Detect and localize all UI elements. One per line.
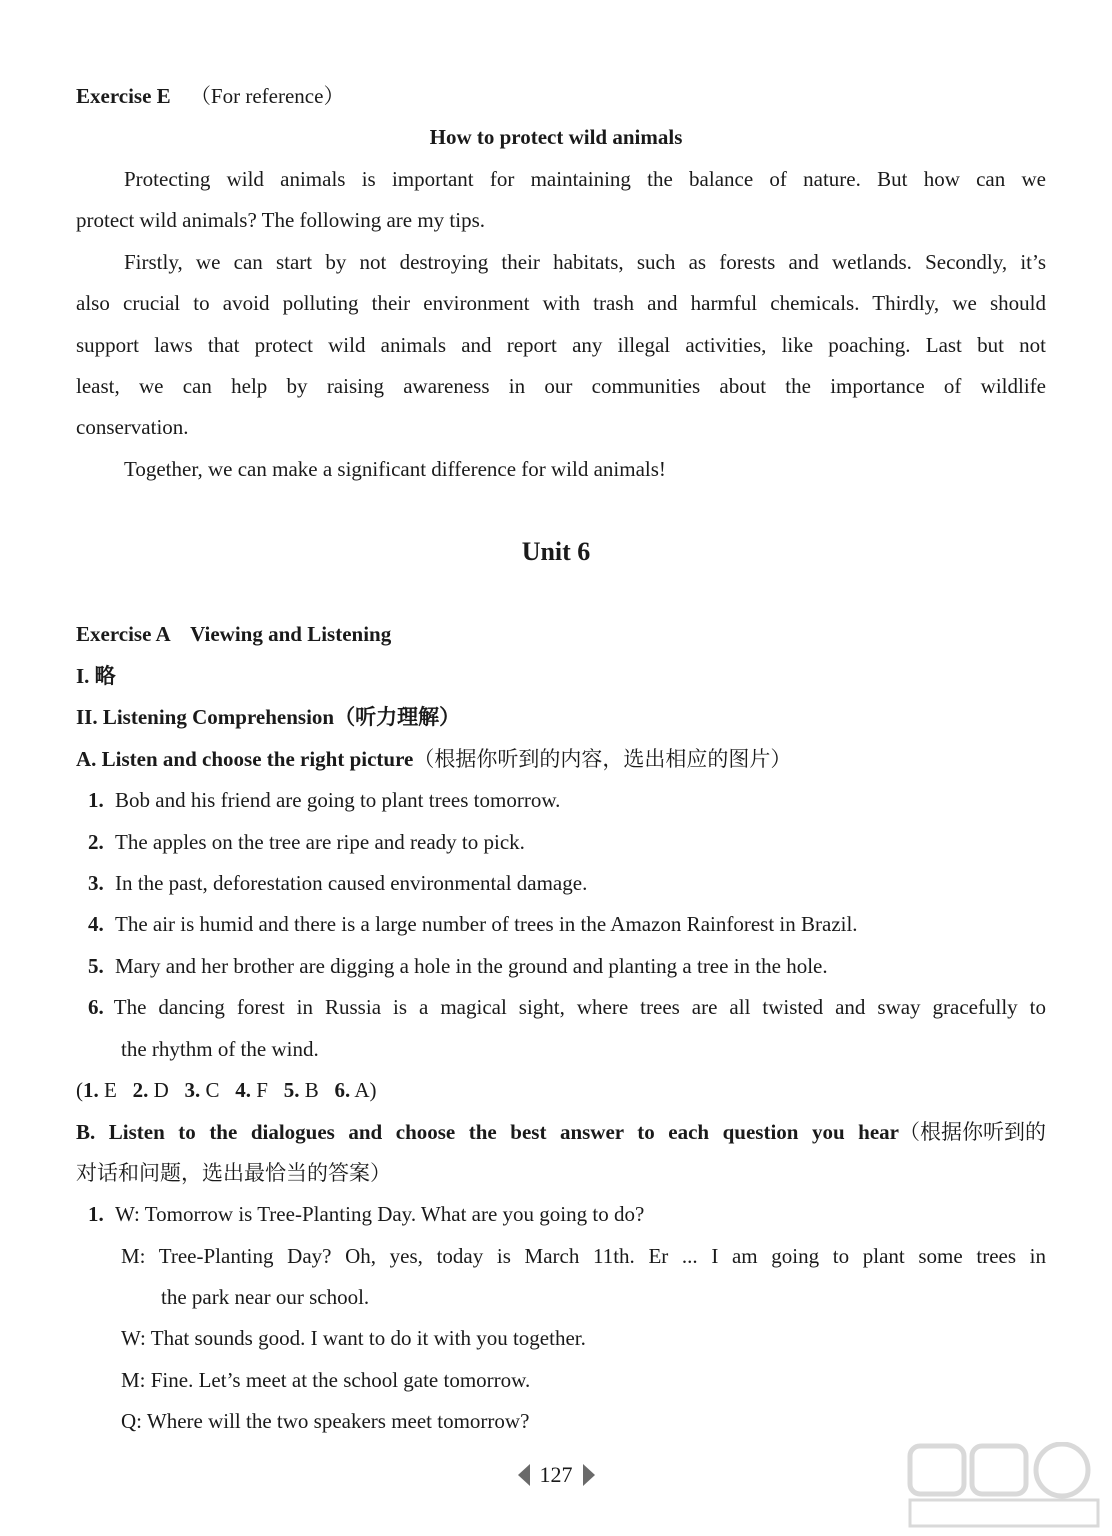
essay-p2-line1: Firstly, we can start by not destroying their habitats, such as forests and wetlands. Secondly, it’s [124, 250, 1046, 274]
dialogue-line: the park near our school. [161, 1285, 370, 1309]
list-item [88, 828, 525, 856]
list-item [88, 993, 1046, 1021]
list-item [88, 952, 828, 980]
dialogue-line: Q: Where will the two speakers meet tomorrow? [121, 1409, 530, 1433]
item-text: The air is humid and there is a large number of trees in the Amazon Rainforest in Brazil. [115, 912, 858, 936]
unit-title: Unit 6 [521, 537, 591, 566]
essay-title: How to protect wild animals [429, 125, 683, 149]
part-two-title: II. Listening Comprehension（听力理解） [76, 705, 461, 729]
answer-number: 3. [184, 1078, 201, 1102]
answer-key: (1. E 2. D 3. C 4. F 5. B 6. A) [76, 1078, 377, 1102]
section-b-instruction-cont: 对话和问题，选出最恰当的答案） [76, 1161, 391, 1185]
essay-p2-line3: support laws that protect wild animals and report any illegal activities, like poaching. Last but not [76, 333, 1046, 357]
exercise-a-title: Exercise A Viewing and Listening [76, 622, 392, 646]
answer-letter: E [104, 1078, 117, 1102]
dialogue-number: 1. [88, 1202, 104, 1226]
list-item [88, 869, 587, 897]
list-item [88, 910, 858, 938]
triangle-left-icon [518, 1464, 530, 1486]
exercise-e-note: （For reference） [189, 84, 345, 108]
page-number: 127 [539, 1462, 573, 1487]
section-a-heading [76, 745, 791, 773]
answer-letter: C [205, 1078, 220, 1102]
exercise-e-heading [76, 82, 344, 110]
item-text: Bob and his friend are going to plant trees tomorrow. [115, 788, 561, 812]
dialogue-line: M: Fine. Let’s meet at the school gate tomorrow. [121, 1368, 531, 1392]
item-number: 5. [88, 954, 104, 978]
answer-letter: A [354, 1078, 370, 1102]
essay-p1-line1: Protecting wild animals is important for maintaining the balance of nature. But how can we [124, 167, 1046, 191]
essay-p1-line2: protect wild animals? The following are my tips. [76, 208, 486, 232]
section-b-title: B. Listen to the dialogues and choose the best answer to each question you hear [76, 1120, 899, 1144]
item-number: 1. [88, 788, 104, 812]
essay-p2-line4: least, we can help by raising awareness in our communities about the importance of wildlife [76, 374, 1046, 398]
section-b-heading [76, 1118, 1046, 1146]
section-a-title: A. Listen and choose the right picture [76, 747, 414, 771]
dialogue-line: M: Tree-Planting Day? Oh, yes, today is March 11th. Er ... I am going to plant some trees in [121, 1244, 1046, 1268]
item-text: Mary and her brother are digging a hole in the ground and planting a tree in the hole. [115, 954, 828, 978]
answer-letter: B [304, 1078, 319, 1102]
answer-number: 6. [334, 1078, 351, 1102]
essay-p3-line1: Together, we can make a significant difference for wild animals! [124, 457, 666, 481]
essay-p2-line2: also crucial to avoid polluting their environment with trash and harmful chemicals. Thirdly, we should [76, 291, 1046, 315]
dialogue-line: W: That sounds good. I want to do it with you together. [121, 1326, 586, 1350]
answer-number: 5. [283, 1078, 300, 1102]
part-one: I. 略 [76, 664, 116, 688]
item-number: 3. [88, 871, 104, 895]
watermark-logo [904, 1442, 1104, 1532]
item-text: In the past, deforestation caused environmental damage. [115, 871, 588, 895]
item-text: The apples on the tree are ripe and ready to pick. [115, 830, 525, 854]
essay-p2-line5: conservation. [76, 415, 189, 439]
item-6-continuation: the rhythm of the wind. [121, 1037, 319, 1061]
exercise-e-title: Exercise E [76, 84, 171, 108]
answer-number: 2. [132, 1078, 149, 1102]
item-number: 2. [88, 830, 104, 854]
answer-number: 4. [235, 1078, 252, 1102]
dialogue-line [88, 1200, 644, 1228]
item-number: 6. [88, 995, 104, 1019]
item-text: The dancing forest in Russia is a magical sight, where trees are all twisted and sway gracefully to [113, 995, 1046, 1019]
triangle-right-icon [583, 1464, 595, 1486]
section-a-instruction: （根据你听到的内容，选出相应的图片） [413, 747, 792, 771]
section-b-instruction: （根据你听到的 [899, 1120, 1046, 1144]
item-number: 4. [88, 912, 104, 936]
answer-letter: D [153, 1078, 169, 1102]
list-item [88, 786, 560, 814]
answer-letter: F [256, 1078, 268, 1102]
dialogue-text: W: Tomorrow is Tree-Planting Day. What are you going to do? [115, 1202, 645, 1226]
answer-number: 1. [83, 1078, 99, 1102]
